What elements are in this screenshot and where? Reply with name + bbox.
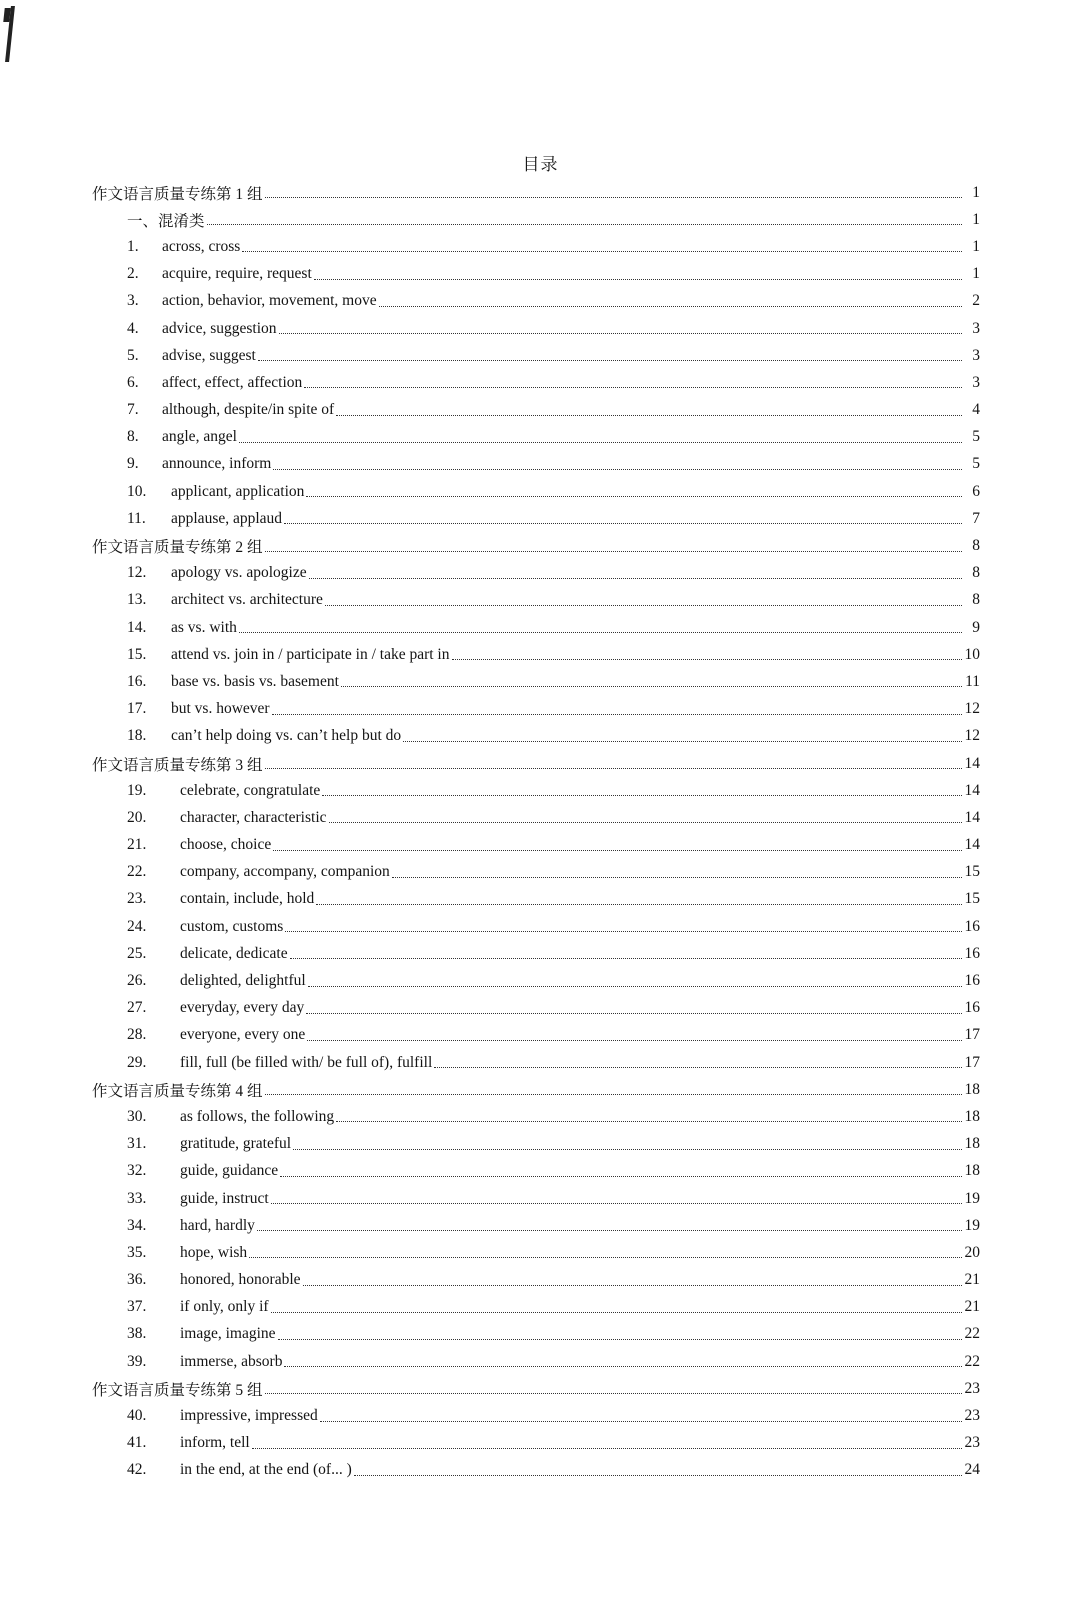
dot-leader	[271, 1312, 962, 1313]
toc-entry[interactable]	[0, 206, 1081, 233]
dot-leader	[392, 877, 962, 878]
toc-entry[interactable]	[0, 587, 1081, 614]
toc-page-number: 3	[972, 319, 980, 337]
toc-entry[interactable]	[0, 641, 1081, 668]
toc-entry-text: contain, include, hold	[180, 890, 315, 908]
toc-entry[interactable]	[0, 532, 1081, 559]
dot-leader	[265, 1393, 962, 1394]
toc-entry-number: 9.	[127, 455, 139, 473]
toc-entry-number: 26.	[127, 972, 147, 990]
toc-page-number: 20	[964, 1243, 980, 1261]
dot-leader	[265, 768, 962, 769]
toc-entry-text: applicant, application	[171, 482, 305, 500]
toc-entry[interactable]	[0, 1375, 1081, 1402]
scan-artifact-mark	[5, 6, 15, 62]
toc-entry[interactable]	[0, 261, 1081, 288]
toc-entry-number: 14.	[127, 618, 147, 636]
toc-entry[interactable]	[0, 179, 1081, 206]
toc-entry[interactable]	[0, 940, 1081, 967]
toc-entry-text: hope, wish	[180, 1243, 248, 1261]
toc-title: 目录	[522, 155, 559, 174]
toc-entry-text: celebrate, congratulate	[180, 781, 321, 799]
toc-entry[interactable]	[0, 1185, 1081, 1212]
dot-leader	[306, 1013, 962, 1014]
dot-leader	[306, 496, 962, 497]
toc-page-number: 7	[972, 509, 980, 527]
toc-page-number: 16	[964, 944, 980, 962]
toc-entry-text: everyone, every one	[180, 1026, 306, 1044]
dot-leader	[272, 714, 962, 715]
toc-entry[interactable]	[0, 1457, 1081, 1484]
toc-entry-text: hard, hardly	[180, 1216, 255, 1234]
toc-page-number: 10	[964, 645, 980, 663]
toc-page-number: 22	[964, 1325, 980, 1343]
toc-entry-number: 2.	[127, 265, 139, 283]
dot-leader	[258, 360, 962, 361]
toc-entry[interactable]	[0, 560, 1081, 587]
toc-page-number: 22	[964, 1352, 980, 1370]
toc-entry-number: 27.	[127, 999, 147, 1017]
toc-entry-number: 40.	[127, 1407, 147, 1425]
toc-entry-text: inform, tell	[180, 1434, 250, 1452]
toc-entry-number: 4.	[127, 319, 139, 337]
dot-leader	[207, 224, 962, 225]
toc-entry-text: as vs. with	[171, 618, 237, 636]
dot-leader	[434, 1067, 962, 1068]
toc-page-number: 16	[964, 972, 980, 990]
dot-leader	[290, 958, 962, 959]
toc-entry-text: choose, choice	[180, 836, 272, 854]
toc-entry[interactable]	[0, 832, 1081, 859]
dot-leader	[257, 1230, 962, 1231]
toc-entry-text: if only, only if	[180, 1298, 269, 1316]
toc-entry-number: 34.	[127, 1216, 147, 1234]
dot-leader	[329, 822, 962, 823]
toc-page-number: 1	[972, 265, 980, 283]
toc-entry-number: 11.	[127, 509, 146, 527]
toc-entry-number: 38.	[127, 1325, 147, 1343]
dot-leader	[293, 1149, 962, 1150]
toc-entry-text: delicate, dedicate	[180, 944, 288, 962]
table-of-contents	[0, 179, 1081, 1484]
toc-entry[interactable]	[0, 1212, 1081, 1239]
toc-entry[interactable]	[0, 859, 1081, 886]
toc-entry-text: applause, applaud	[171, 509, 283, 527]
toc-page-number: 4	[972, 401, 980, 419]
toc-entry-text: in the end, at the end (of... )	[180, 1461, 352, 1479]
toc-page-number: 14	[964, 808, 980, 826]
toc-entry-text: guide, instruct	[180, 1189, 269, 1207]
dot-leader	[304, 387, 962, 388]
toc-entry[interactable]	[0, 750, 1081, 777]
toc-group-title: 作文语言质量专练第 5 组	[92, 1381, 263, 1399]
toc-entry-text: as follows, the following	[180, 1107, 335, 1125]
toc-entry[interactable]	[0, 995, 1081, 1022]
toc-entry-text: impressive, impressed	[180, 1407, 318, 1425]
toc-entry-text: honored, honorable	[180, 1271, 301, 1289]
dot-leader	[278, 1339, 962, 1340]
toc-entry-text: angle, angel	[162, 428, 237, 446]
toc-entry-text: advise, suggest	[162, 346, 256, 364]
toc-group-title: 作文语言质量专练第 3 组	[92, 756, 263, 774]
toc-entry-number: 42.	[127, 1461, 147, 1479]
dot-leader	[265, 197, 962, 198]
toc-page-number: 16	[964, 917, 980, 935]
toc-entry-text: gratitude, grateful	[180, 1135, 292, 1153]
dot-leader	[265, 1094, 962, 1095]
toc-entry[interactable]	[0, 1267, 1081, 1294]
toc-entry-text: action, behavior, movement, move	[162, 292, 377, 310]
dot-leader	[403, 741, 962, 742]
toc-entry[interactable]	[0, 886, 1081, 913]
toc-category-title: 一、混淆类	[127, 212, 205, 230]
toc-entry-number: 24.	[127, 917, 147, 935]
toc-page-number: 18	[964, 1107, 980, 1125]
toc-entry[interactable]	[0, 1348, 1081, 1375]
toc-entry[interactable]	[0, 777, 1081, 804]
toc-entry-number: 20.	[127, 808, 147, 826]
toc-entry-number: 36.	[127, 1271, 147, 1289]
toc-entry[interactable]	[0, 1239, 1081, 1266]
toc-page-number: 14	[964, 781, 980, 799]
toc-entry-number: 25.	[127, 944, 147, 962]
toc-entry-number: 19.	[127, 781, 147, 799]
toc-page-number: 17	[964, 1026, 980, 1044]
toc-page-number: 5	[972, 428, 980, 446]
dot-leader	[341, 686, 962, 687]
toc-entry[interactable]	[0, 1294, 1081, 1321]
dot-leader	[322, 795, 962, 796]
toc-entry-number: 37.	[127, 1298, 147, 1316]
toc-page-number: 8	[972, 564, 980, 582]
dot-leader	[284, 1366, 962, 1367]
toc-entry-text: advice, suggestion	[162, 319, 277, 337]
toc-page-number: 1	[972, 183, 980, 201]
toc-page-number: 14	[964, 754, 980, 772]
toc-entry[interactable]	[0, 342, 1081, 369]
toc-page-number: 16	[964, 999, 980, 1017]
dot-leader	[285, 931, 962, 932]
dot-leader	[239, 442, 962, 443]
toc-entry[interactable]	[0, 397, 1081, 424]
toc-entry[interactable]	[0, 1131, 1081, 1158]
toc-entry-number: 7.	[127, 401, 139, 419]
toc-page-number: 6	[972, 482, 980, 500]
toc-entry-number: 12.	[127, 564, 147, 582]
dot-leader	[354, 1475, 962, 1476]
dot-leader	[249, 1257, 962, 1258]
dot-leader	[316, 904, 962, 905]
toc-entry-number: 13.	[127, 591, 147, 609]
toc-entry[interactable]	[0, 1430, 1081, 1457]
toc-entry[interactable]	[0, 1049, 1081, 1076]
toc-entry[interactable]	[0, 1022, 1081, 1049]
toc-entry-number: 17.	[127, 700, 147, 718]
toc-entry-number: 30.	[127, 1107, 147, 1125]
toc-entry-number: 5.	[127, 346, 139, 364]
toc-entry-text: although, despite/in spite of	[162, 401, 335, 419]
toc-group-title: 作文语言质量专练第 1 组	[92, 185, 263, 203]
dot-leader	[265, 551, 962, 552]
toc-entry-number: 39.	[127, 1352, 147, 1370]
toc-page-number: 11	[965, 672, 980, 690]
toc-entry-text: custom, customs	[180, 917, 284, 935]
dot-leader	[303, 1285, 962, 1286]
toc-page-number: 1	[972, 237, 980, 255]
toc-page-number: 21	[964, 1271, 980, 1289]
toc-entry-text: everyday, every day	[180, 999, 305, 1017]
toc-entry[interactable]	[0, 424, 1081, 451]
toc-entry-number: 41.	[127, 1434, 147, 1452]
toc-entry[interactable]	[0, 967, 1081, 994]
toc-page-number: 8	[972, 537, 980, 555]
dot-leader	[379, 306, 962, 307]
toc-entry[interactable]	[0, 668, 1081, 695]
toc-entry[interactable]	[0, 723, 1081, 750]
toc-entry-number: 16.	[127, 672, 147, 690]
toc-group-title: 作文语言质量专练第 4 组	[92, 1082, 263, 1100]
toc-page-number: 23	[964, 1379, 980, 1397]
toc-entry-text: across, cross	[162, 237, 241, 255]
toc-entry-text: architect vs. architecture	[171, 591, 323, 609]
toc-entry-number: 10.	[127, 482, 147, 500]
dot-leader	[320, 1421, 962, 1422]
toc-entry-text: delighted, delightful	[180, 972, 306, 990]
toc-entry-text: announce, inform	[162, 455, 272, 473]
toc-entry-number: 6.	[127, 373, 139, 391]
toc-page-number: 3	[972, 346, 980, 364]
dot-leader	[309, 578, 962, 579]
toc-entry[interactable]	[0, 369, 1081, 396]
toc-entry-number: 15.	[127, 645, 147, 663]
toc-page-number: 19	[964, 1216, 980, 1234]
toc-page-number: 18	[964, 1080, 980, 1098]
toc-page-number: 15	[964, 863, 980, 881]
toc-entry-text: guide, guidance	[180, 1162, 279, 1180]
toc-entry-number: 1.	[127, 237, 139, 255]
toc-entry[interactable]	[0, 913, 1081, 940]
dot-leader	[284, 523, 962, 524]
toc-entry-number: 3.	[127, 292, 139, 310]
toc-page-number: 17	[964, 1053, 980, 1071]
toc-entry-number: 23.	[127, 890, 147, 908]
toc-page-number: 8	[972, 591, 980, 609]
toc-entry-number: 18.	[127, 727, 147, 745]
toc-entry-text: company, accompany, companion	[180, 863, 390, 881]
dot-leader	[314, 279, 962, 280]
toc-entry-text: apology vs. apologize	[171, 564, 307, 582]
dot-leader	[279, 333, 962, 334]
dot-leader	[336, 415, 962, 416]
toc-entry-number: 31.	[127, 1135, 147, 1153]
toc-entry-number: 8.	[127, 428, 139, 446]
dot-leader	[308, 986, 962, 987]
toc-page-number: 15	[964, 890, 980, 908]
toc-entry[interactable]	[0, 233, 1081, 260]
dot-leader	[242, 251, 962, 252]
toc-page-number: 24	[964, 1461, 980, 1479]
dot-leader	[273, 850, 962, 851]
toc-page-number: 12	[964, 727, 980, 745]
toc-page-number: 3	[972, 373, 980, 391]
toc-page-number: 2	[972, 292, 980, 310]
toc-entry-number: 32.	[127, 1162, 147, 1180]
toc-entry[interactable]	[0, 1103, 1081, 1130]
toc-entry[interactable]	[0, 1402, 1081, 1429]
toc-page-number: 5	[972, 455, 980, 473]
dot-leader	[252, 1448, 962, 1449]
toc-entry-text: but vs. however	[171, 700, 270, 718]
toc-entry-number: 29.	[127, 1053, 147, 1071]
toc-entry[interactable]	[0, 478, 1081, 505]
toc-entry-text: affect, effect, affection	[162, 373, 303, 391]
toc-entry-number: 21.	[127, 836, 147, 854]
toc-entry[interactable]	[0, 614, 1081, 641]
toc-entry[interactable]	[0, 315, 1081, 342]
toc-entry[interactable]	[0, 1321, 1081, 1348]
dot-leader	[280, 1176, 962, 1177]
toc-page-number: 12	[964, 700, 980, 718]
dot-leader	[239, 632, 962, 633]
toc-entry[interactable]	[0, 288, 1081, 315]
toc-group-title: 作文语言质量专练第 2 组	[92, 539, 263, 557]
toc-entry[interactable]	[0, 505, 1081, 532]
toc-entry-text: image, imagine	[180, 1325, 276, 1343]
toc-entry[interactable]	[0, 1158, 1081, 1185]
toc-entry-text: acquire, require, request	[162, 265, 312, 283]
toc-entry-number: 35.	[127, 1243, 147, 1261]
toc-page-number: 18	[964, 1162, 980, 1180]
dot-leader	[336, 1121, 962, 1122]
toc-page-number: 19	[964, 1189, 980, 1207]
toc-page-number: 18	[964, 1135, 980, 1153]
dot-leader	[325, 605, 962, 606]
toc-entry-text: fill, full (be filled with/ be full of), fulfill	[180, 1053, 433, 1071]
toc-entry-text: can’t help doing vs. can’t help but do	[171, 727, 402, 745]
toc-entry-number: 22.	[127, 863, 147, 881]
toc-entry[interactable]	[0, 1076, 1081, 1103]
toc-entry-text: immerse, absorb	[180, 1352, 283, 1370]
toc-page-number: 21	[964, 1298, 980, 1316]
toc-entry-number: 33.	[127, 1189, 147, 1207]
dot-leader	[452, 659, 963, 660]
dot-leader	[273, 469, 962, 470]
toc-page-number: 9	[972, 618, 980, 636]
toc-entry-number: 28.	[127, 1026, 147, 1044]
toc-entry-text: attend vs. join in / participate in / take part in	[171, 645, 450, 663]
dot-leader	[271, 1203, 962, 1204]
toc-page-number: 14	[964, 836, 980, 854]
toc-page-number: 23	[964, 1407, 980, 1425]
toc-entry-text: character, characteristic	[180, 808, 327, 826]
toc-entry-text: base vs. basis vs. basement	[171, 672, 339, 690]
toc-entry[interactable]	[0, 804, 1081, 831]
toc-entry[interactable]	[0, 696, 1081, 723]
toc-entry[interactable]	[0, 451, 1081, 478]
dot-leader	[307, 1040, 962, 1041]
toc-page-number: 1	[972, 210, 980, 228]
toc-page-number: 23	[964, 1434, 980, 1452]
